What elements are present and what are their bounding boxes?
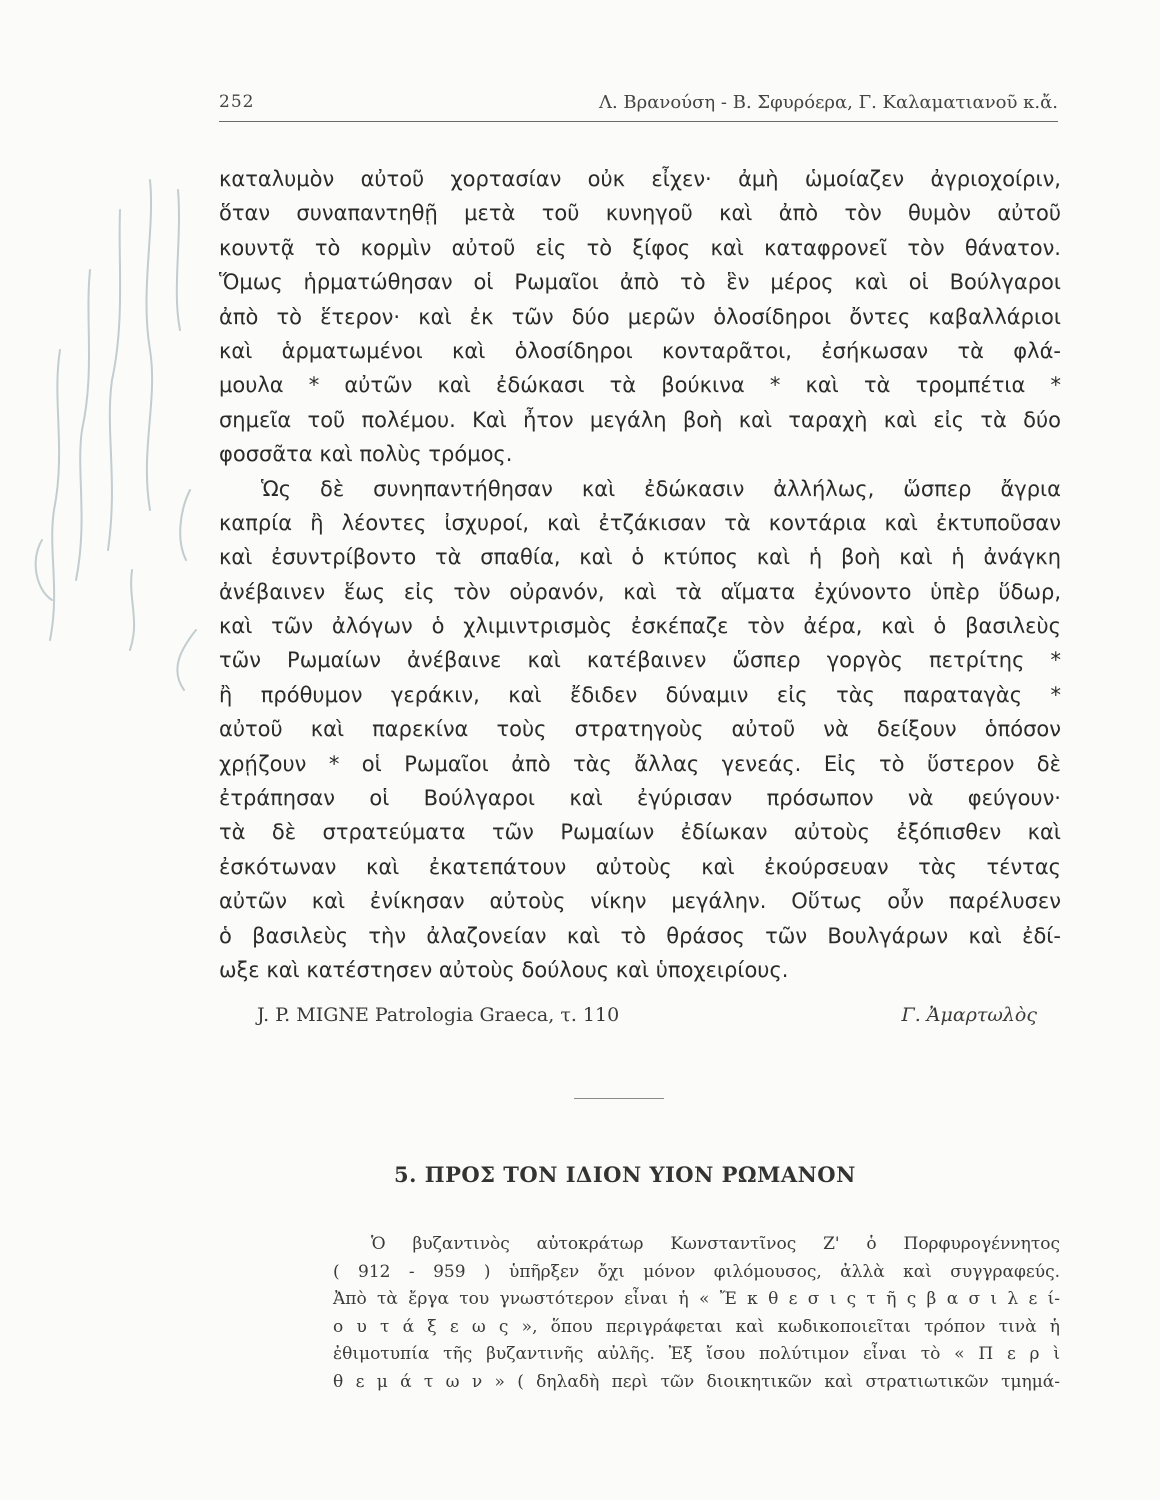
text-line: καὶ ἁρματωμένοι καὶ ὁλοσίδηροι κονταρᾶτοι, ἐσήκωσαν τὰ φλά- xyxy=(219,338,1061,363)
section-separator xyxy=(574,1098,664,1099)
running-head: Λ. Βρανούση - Β. Σφυρόερα, Γ. Καλαματιανοῦ κ.ἄ. xyxy=(598,92,1058,113)
text-line: Ὡς δὲ συνηπαντήθησαν καὶ ἐδώκασιν ἀλλήλως, ὥσπερ ἄγρια xyxy=(261,476,1061,501)
text-line: φοσσᾶτα καὶ πολὺς τρόμος. xyxy=(219,442,513,467)
source-citation-line xyxy=(257,1004,1037,1034)
text-line: τῶν Ρωμαίων ἀνέβαινε καὶ κατέβαινεν ὥσπερ γοργὸς πετρίτης * xyxy=(219,648,1061,673)
intro-line: ο υ τ ά ξ ε ω ς », ὅπου περιγράφεται καὶ κωδικοποιεῖται τρόπον τινὰ ἡ xyxy=(333,1316,1060,1337)
intro-line: ἐθιμοτυπία τῆς βυζαντινῆς αὐλῆς. Ἐξ ἴσου πολύτιμον εἶναι τὸ « Π ε ρ ὶ xyxy=(333,1344,1060,1364)
text-line: κουντᾷ τὸ κορμὶν αὐτοῦ εἰς τὸ ξίφος καὶ καταφρονεῖ τὸν θάνατον. xyxy=(219,235,1061,260)
handwritten-margin-notes xyxy=(0,150,215,710)
source-author: Γ. Ἀμαρτωλὸς xyxy=(901,1004,1037,1026)
text-line: ὅταν συναπαντηθῇ μετὰ τοῦ κυνηγοῦ καὶ ἀπὸ τὸν θυμὸν αὐτοῦ xyxy=(219,201,1061,226)
text-line: αὐτῶν καὶ ἐνίκησαν αὐτοὺς νίκην μεγάλην. Οὕτως οὖν παρέλυσεν xyxy=(219,889,1061,914)
text-line: χρῄζουν * οἱ Ρωμαῖοι ἀπὸ τὰς ἄλλας γενεάς. Εἰς τὸ ὕστερον δὲ xyxy=(219,751,1061,776)
intro-line: ( 912 - 959 ) ὑπῆρξεν ὄχι μόνον φιλόμουσος, ἀλλὰ καὶ συγγραφεύς. xyxy=(333,1261,1060,1282)
text-line: ωξε καὶ κατέστησεν αὐτοὺς δούλους καὶ ὑποχειρίους. xyxy=(219,957,789,982)
text-line: καὶ ἐσυντρίβοντο τὰ σπαθία, καὶ ὁ κτύπος καὶ ἡ βοὴ καὶ ἡ ἀνάγκη xyxy=(219,545,1061,570)
text-line: αὐτοῦ καὶ παρεκίνα τοὺς στρατηγοὺς αὐτοῦ νὰ δείξουν ὁπόσον xyxy=(219,717,1061,742)
intro-line: Ὁ βυζαντινὸς αὐτοκράτωρ Κωνσταντῖνος Ζ' ὁ Πορφυρογέννητος xyxy=(371,1234,1060,1254)
intro-line: Ἀπὸ τὰ ἔργα του γνωστότερον εἶναι ἡ « Ἔ κ θ ε σ ι ς τ ῆ ς β α σ ι λ ε ί- xyxy=(333,1289,1060,1309)
page-header xyxy=(219,88,1058,122)
text-line: σημεῖα τοῦ πολέμου. Καὶ ἦτον μεγάλη βοὴ καὶ ταραχὴ καὶ εἰς τὰ δύο xyxy=(219,407,1061,432)
text-line: καπρία ἢ λέοντες ἰσχυροί, καὶ ἐτζάκισαν τὰ κοντάρια καὶ ἐκτυποῦσαν xyxy=(219,510,1061,535)
text-line: μουλα * αὐτῶν καὶ ἐδώκασι τὰ βούκινα * καὶ τὰ τρομπέτια * xyxy=(219,373,1061,398)
page-number: 252 xyxy=(219,92,255,112)
section-title: 5. ΠΡΟΣ ΤΟΝ ΙΔΙΟΝ ΥΙΟΝ ΡΩΜΑΝΟΝ xyxy=(394,1162,856,1187)
text-line: ἀνέβαινεν ἕως εἰς τὸν οὐρανόν, καὶ τὰ αἵματα ἐχύνοντο ὑπὲρ ὕδωρ, xyxy=(219,579,1061,604)
text-line: καταλυμὸν αὐτοῦ χορτασίαν οὐκ εἶχεν· ἀμὴ ὡμοίαζεν ἀγριοχοίριν, xyxy=(219,167,1061,191)
text-line: ὁ βασιλεὺς τὴν ἀλαζονείαν καὶ τὸ θράσος τῶν Βουλγάρων καὶ ἐδί- xyxy=(219,923,1061,948)
body-text xyxy=(219,162,1061,987)
text-line: ἐτράπησαν οἱ Βούλγαροι καὶ ἐγύρισαν πρόσωπον νὰ φεύγουν· xyxy=(219,786,1061,811)
text-line: ἐσκότωναν καὶ ἐκατεπάτουν αὐτοὺς καὶ ἐκούρσευαν τὰς τέντας xyxy=(219,854,1061,879)
header-rule xyxy=(219,121,1058,122)
intro-text xyxy=(333,1231,1060,1396)
text-line: ἢ πρόθυμον γεράκιν, καὶ ἔδιδεν δύναμιν εἰς τὰς παραταγὰς * xyxy=(219,682,1061,707)
text-line: Ὅμως ἡρματώθησαν οἱ Ρωμαῖοι ἀπὸ τὸ ἓν μέρος καὶ οἱ Βούλγαροι xyxy=(219,270,1061,295)
text-line: καὶ τῶν ἀλόγων ὁ χλιμιντρισμὸς ἐσκέπαζε τὸν ἀέρα, καὶ ὁ βασιλεὺς xyxy=(219,614,1061,639)
intro-line: θ ε μ ά τ ω ν » ( δηλαδὴ περὶ τῶν διοικητικῶν καὶ στρατιωτικῶν τμημά- xyxy=(333,1371,1060,1392)
text-line: ἀπὸ τὸ ἕτερον· καὶ ἐκ τῶν δύο μερῶν ὁλοσίδηροι ὄντες καβαλλάριοι xyxy=(219,304,1061,329)
text-line: τὰ δὲ στρατεύματα τῶν Ρωμαίων ἐδίωκαν αὐτοὺς ἐξόπισθεν καὶ xyxy=(219,820,1061,845)
source-citation: J. P. MIGNE Patrologia Graeca, τ. 110 xyxy=(257,1004,620,1026)
